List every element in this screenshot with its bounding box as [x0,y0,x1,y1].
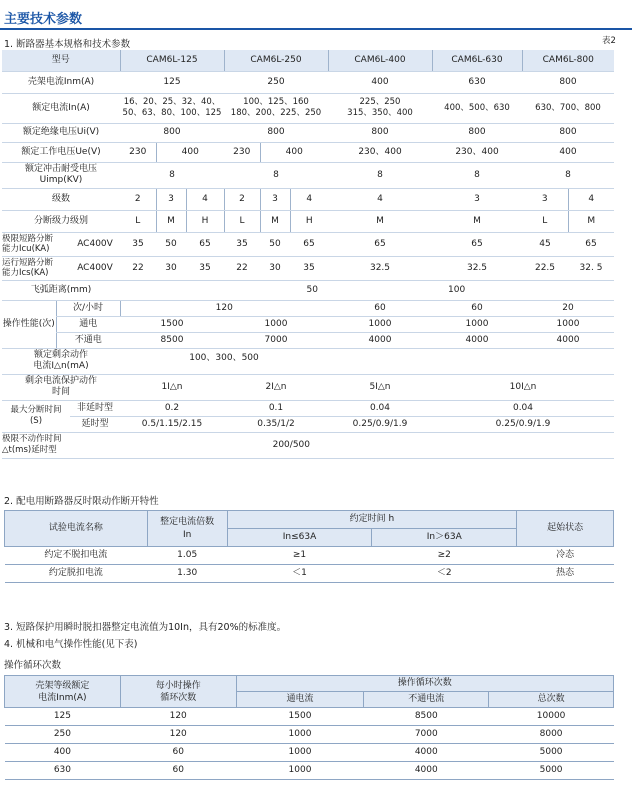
col-state: 起始状态 [517,511,614,547]
col-on: 通电流 [236,692,364,708]
delay-label: 延时型 [70,416,120,432]
grade-value: M [568,210,614,232]
cycle-off: 7000 [364,726,489,744]
ui-value: 800 [522,123,614,142]
cycle-hour: 120 [120,726,236,744]
op-value: 4000 [522,332,614,348]
level-row [2,188,614,210]
ics-value: 35 [186,256,224,280]
op-label: 操作性能(次) [2,300,56,348]
icu-value: 50 [260,232,290,256]
uimp-value: 8 [432,162,522,188]
op-off-row [2,332,614,348]
col-mult: 整定电流倍数 [160,516,215,527]
frame-value: 125 [120,71,224,93]
limit-row [2,432,614,458]
col-per-hour: 每小时操作 [155,680,201,691]
ue-value: 400 [156,142,224,162]
rated-value: 400、500、630 [432,93,522,123]
uimp-row [2,162,614,188]
residual-row [2,348,614,374]
protect-label: 时间 [51,387,70,397]
op-row-label: 不通电 [56,332,120,348]
arc-value: 50 [120,280,328,300]
cycle-table [4,675,614,780]
maxtime-label: (S) [29,416,43,426]
trip-header-row [5,511,614,529]
op-value: 1500 [120,316,224,332]
ics-value: 30 [260,256,290,280]
icu-label: 能力Icu(KA) [2,244,50,254]
delay-value: 0.5/1.15/2.15 [120,416,224,432]
op-value: 60 [328,300,432,316]
icu-voltage: AC400V [70,232,120,256]
trip-gt: ＜2 [372,565,517,583]
op-value: 1000 [328,316,432,332]
nondelay-value: 0.04 [432,400,614,416]
ics-value: 22 [224,256,260,280]
col-gt63: In＞63A [372,529,517,547]
arc-label: 飞弧距离(mm) [2,280,120,300]
rated-line: 315、350、400 [347,108,413,118]
col-name: 试验电流名称 [5,511,148,547]
ui-value: 800 [432,123,522,142]
frame-value: 400 [328,71,432,93]
ics-value: 32.5 [328,256,432,280]
ui-value: 800 [224,123,328,142]
cycle-on: 1500 [236,708,364,726]
trip-mult: 1.05 [147,547,227,565]
uimp-value: 8 [120,162,224,188]
protect-value: 1I△n [120,374,224,400]
model-125: CAM6L-125 [120,50,224,71]
section4-heading: 4. 机械和电气操作性能(见下表) [4,639,138,650]
op-row-label: 通电 [56,316,120,332]
grade-value: M [156,210,186,232]
level-value: 4 [568,188,614,210]
level-value: 3 [156,188,186,210]
op-value: 1000 [224,316,328,332]
grade-value: M [328,210,432,232]
op-value: 1000 [522,316,614,332]
trip-gt: ≥2 [372,547,517,565]
nondelay-value: 0.04 [328,400,432,416]
op-row-label: 次/小时 [56,300,120,316]
ics-row [2,256,614,280]
grade-value: M [432,210,522,232]
icu-label: 极限短路分断 [2,234,54,244]
col-off: 不通电流 [364,692,489,708]
cycle-total: 8000 [489,726,614,744]
op-value: 1000 [432,316,522,332]
model-630: CAM6L-630 [432,50,522,71]
col-frame: 电流Inm(A) [38,692,87,703]
cycle-hour: 60 [120,762,236,780]
trip-table [4,510,614,583]
ue-value: 400 [522,142,614,162]
grade-row [2,210,614,232]
frame-value: 800 [522,71,614,93]
col-time: 约定时间 h [227,511,517,529]
level-value: 3 [260,188,290,210]
ue-value: 230 [120,142,156,162]
col-cycles: 操作循环次数 [236,676,613,692]
frame-row [2,71,614,93]
ue-row [2,142,614,162]
section1-heading: 1. 断路器基本规格和技术参数 [4,39,131,50]
protect-value: 2I△n [224,374,328,400]
uimp-label: Uimp(KV) [39,175,83,185]
cycle-header-row [5,676,614,692]
op-value: 4000 [432,332,522,348]
arc-value: 100 [328,280,614,300]
frame-value: 630 [432,71,522,93]
cycle-on: 1000 [236,744,364,762]
op-value: 60 [432,300,522,316]
residual-label: 额定剩余动作 [33,350,88,360]
residual-value: 100、300、500 [120,348,328,374]
ue-value: 230、400 [432,142,522,162]
title-divider [0,28,632,30]
cycle-frame: 250 [5,726,121,744]
uimp-value: 8 [224,162,328,188]
limit-value: 200/500 [120,432,328,458]
maxtime-label: 最大分断时间 [10,405,62,415]
level-value: 3 [522,188,568,210]
op-hour-row [2,300,614,316]
ics-value: 30 [156,256,186,280]
ui-value: 800 [120,123,224,142]
op-value: 120 [120,300,328,316]
grade-value: H [186,210,224,232]
model-800: CAM6L-800 [522,50,614,71]
uimp-value: 8 [522,162,614,188]
cycle-hour: 60 [120,744,236,762]
ics-value: 22.5 [522,256,568,280]
col-total: 总次数 [489,692,614,708]
ue-value: 230 [224,142,260,162]
trip-le: ≥1 [227,547,372,565]
grade-value: H [290,210,328,232]
cycle-on: 1000 [236,726,364,744]
page-title: 主要技术参数 [4,12,83,27]
rated-line: 50、63、80、100、125 [122,108,222,118]
ics-value: 32. 5 [568,256,614,280]
protect-label: 剩余电流保护动作 [24,376,97,386]
spec-table [2,50,614,459]
protect-value: 10I△n [432,374,614,400]
arc-row [2,280,614,300]
grade-value: L [522,210,568,232]
cycle-off: 8500 [364,708,489,726]
cycle-frame: 125 [5,708,121,726]
model-row [2,50,614,71]
level-value: 3 [432,188,522,210]
uimp-value: 8 [328,162,432,188]
ue-value: 400 [260,142,328,162]
grade-value: M [260,210,290,232]
level-value: 2 [224,188,260,210]
icu-value: 45 [522,232,568,256]
icu-value: 65 [432,232,522,256]
limit-label: △t(ms)延时型 [2,445,57,455]
icu-row [2,232,614,256]
icu-value: 65 [186,232,224,256]
icu-value: 65 [568,232,614,256]
icu-value: 65 [328,232,432,256]
rated-label: 额定电流In(A) [2,93,120,123]
level-value: 4 [328,188,432,210]
ics-label: 能力Ics(KA) [2,268,49,278]
nondelay-row [2,400,614,416]
model-400: CAM6L-400 [328,50,432,71]
nondelay-label: 非延时型 [70,400,120,416]
cycle-on: 1000 [236,762,364,780]
ics-voltage: AC400V [70,256,120,280]
ue-value: 230、400 [328,142,432,162]
ics-value: 22 [120,256,156,280]
cycle-frame: 400 [5,744,121,762]
trip-name: 约定脱扣电流 [5,565,148,583]
uimp-label: 额定冲击耐受电压 [24,164,97,174]
rated-row [2,93,614,123]
grade-label: 分断级力级别 [2,210,120,232]
table-row [5,744,614,762]
cycle-total: 5000 [489,762,614,780]
cycle-off: 4000 [364,744,489,762]
model-label: 型号 [2,50,120,71]
rated-line: 180、200、225、250 [230,108,322,118]
trip-le: ＜1 [227,565,372,583]
cycle-off: 4000 [364,762,489,780]
residual-label: 电流I△n(mA) [33,361,89,371]
grade-value: L [224,210,260,232]
ui-value: 800 [328,123,432,142]
op-value: 20 [522,300,614,316]
rated-line: 100、125、160 [243,97,309,107]
table-row [5,547,614,565]
table-row [5,565,614,583]
cycle-frame: 630 [5,762,121,780]
section2-heading: 2. 配电用断路器反时限动作断开特性 [4,496,159,507]
delay-row [2,416,614,432]
ue-label: 额定工作电压Ue(V) [2,142,120,162]
nondelay-value: 0.2 [120,400,224,416]
protect-row [2,374,614,400]
op-value: 7000 [224,332,328,348]
table-row [5,762,614,780]
col-mult: In [182,529,192,540]
nondelay-value: 0.1 [224,400,328,416]
col-frame: 壳架等级额定 [35,680,90,691]
cycle-total: 10000 [489,708,614,726]
section4-subheading: 操作循环次数 [4,660,62,671]
grade-value: L [120,210,156,232]
op-value: 8500 [120,332,224,348]
table-row [5,726,614,744]
model-250: CAM6L-250 [224,50,328,71]
trip-state: 冷态 [517,547,614,565]
level-value: 4 [290,188,328,210]
icu-value: 35 [224,232,260,256]
ui-label: 额定绝缘电压Ui(V) [2,123,120,142]
trip-state: 热态 [517,565,614,583]
table-row [5,708,614,726]
ics-value: 35 [290,256,328,280]
delay-value: 0.25/0.9/1.9 [328,416,432,432]
cycle-hour: 120 [120,708,236,726]
limit-label: 极限不动作时间 [2,434,62,444]
op-on-row [2,316,614,332]
ics-value: 32.5 [432,256,522,280]
level-value: 2 [120,188,156,210]
col-le63: In≤63A [227,529,372,547]
protect-value: 5I△n [328,374,432,400]
trip-name: 约定不脱扣电流 [5,547,148,565]
frame-value: 250 [224,71,328,93]
ics-label: 运行短路分断 [2,258,54,268]
level-value: 4 [186,188,224,210]
trip-mult: 1.30 [147,565,227,583]
rated-line: 16、20、25、32、40、 [123,97,221,107]
cycle-total: 5000 [489,744,614,762]
op-value: 4000 [328,332,432,348]
rated-value: 630、700、800 [522,93,614,123]
ui-row [2,123,614,142]
delay-value: 0.35/1/2 [224,416,328,432]
frame-label: 壳架电流Inm(A) [2,71,120,93]
delay-value: 0.25/0.9/1.9 [432,416,614,432]
icu-value: 50 [156,232,186,256]
col-per-hour: 循环次数 [160,692,197,703]
icu-value: 35 [120,232,156,256]
icu-value: 65 [290,232,328,256]
table-number: 表2 [602,36,616,46]
section3-text: 3. 短路保护用瞬时脱扣器整定电流值为10In，具有20%的标准度。 [4,622,287,633]
level-label: 级数 [2,188,120,210]
rated-line: 225、250 [359,97,401,107]
